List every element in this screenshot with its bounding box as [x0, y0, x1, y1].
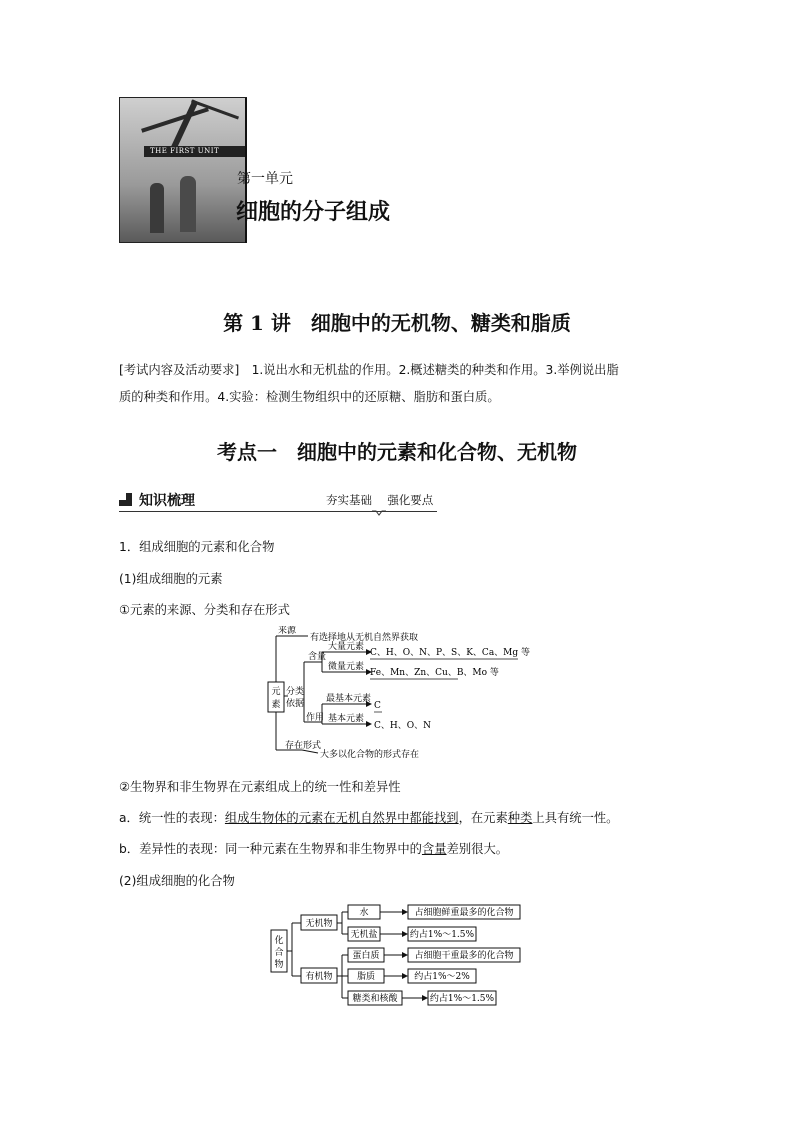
compounds-root-2: 合 — [274, 948, 284, 958]
salt-desc: 约占1%～1.5% — [409, 930, 475, 940]
form-text: 大多以化合物的形式存在 — [320, 750, 420, 760]
difference-prefix: b．差异性的表现：同一种元素在生物界和非生物界中的 — [119, 842, 422, 856]
sugar-nucleic-desc: 约占1%～1.5% — [429, 994, 495, 1004]
unit-caption-band — [144, 146, 247, 157]
unity-mid: ，在元素 — [458, 811, 508, 825]
classify-label-2: 依据 — [286, 699, 305, 709]
heading-1-1: (1)组成细胞的元素 — [119, 572, 223, 586]
elements-diagram — [262, 626, 562, 766]
water-desc: 占细胞鲜重最多的化合物 — [414, 908, 514, 918]
unity-underlined-2: 种类 — [507, 811, 533, 825]
unity-suffix: 上具有统一性。 — [532, 811, 619, 825]
macro-text: C、H、O、N、P、S、K、Ca、Mg 等 — [370, 648, 531, 658]
lipid-desc: 约占1%～2% — [414, 972, 470, 982]
most-basic-label: 最基本元素 — [326, 694, 372, 704]
micro-text: Fe、Mn、Zn、Cu、B、Mo 等 — [370, 668, 499, 678]
organic-label: 有机物 — [305, 972, 333, 982]
elements-root-1: 元 — [271, 687, 281, 697]
most-basic-text: C — [374, 701, 381, 711]
heading-1-1-b: ②生物界和非生物界在元素组成上的统一性和差异性 — [119, 780, 401, 794]
role-label: 作用 — [306, 713, 325, 723]
inorganic-label: 无机物 — [305, 919, 333, 929]
knowledge-label: 知识梳理 — [139, 493, 195, 509]
heading-1-1-a: ①元素的来源、分类和存在形式 — [119, 603, 290, 617]
requirements-paragraph — [119, 357, 683, 411]
difference-suffix: 差别很大。 — [446, 842, 509, 856]
unit-title: 细胞的分子组成 — [236, 200, 391, 225]
knowledge-square-icon — [119, 493, 132, 506]
requirements-line-1: [考试内容及活动要求] 1.说出水和无机盐的作用。2.概述糖类的种类和作用。3.举例说出脂 — [119, 363, 619, 377]
classify-label-1: 分类 — [286, 687, 305, 697]
knowledge-tagline-1: 夯实基础 — [326, 493, 372, 507]
heading-1: 1．组成细胞的元素和化合物 — [119, 540, 275, 554]
unit-caption: THE FIRST UNIT — [150, 147, 220, 155]
content-label: 含量 — [308, 652, 327, 662]
water-label: 水 — [359, 908, 369, 918]
unity-underlined: 组成生物体的元素在无机自然界中都能找到 — [224, 811, 459, 825]
macro-label: 大量元素 — [328, 642, 365, 652]
elements-root-2: 素 — [271, 700, 281, 710]
unity-prefix: a．统一性的表现： — [119, 811, 225, 825]
section-title: 考点一 细胞中的元素和化合物、无机物 — [217, 440, 577, 464]
difference-underlined: 含量 — [421, 842, 447, 856]
compounds-root-1: 化 — [274, 936, 284, 946]
sugar-nucleic-label: 糖类和核酸 — [352, 994, 398, 1004]
lecture-title: 第 1 讲 细胞中的无机物、糖类和脂质 — [223, 311, 571, 335]
protein-desc: 占细胞干重最多的化合物 — [414, 951, 514, 961]
knowledge-tagline-2: 强化要点 — [387, 493, 434, 507]
lipid-label: 脂质 — [356, 972, 376, 982]
difference-statement — [119, 839, 508, 857]
unity-statement — [119, 808, 618, 826]
compounds-diagram — [268, 902, 528, 1012]
form-label: 存在形式 — [285, 741, 322, 751]
salt-label: 无机盐 — [350, 930, 378, 940]
source-label: 来源 — [278, 626, 297, 636]
requirements-line-2: 质的种类和作用。4.实验：检测生物组织中的还原糖、脂肪和蛋白质。 — [119, 390, 500, 404]
source-text: 有选择地从无机自然界获取 — [310, 633, 419, 643]
unit-subtitle: 第一单元 — [237, 171, 293, 187]
heading-1-2: (2)组成细胞的化合物 — [119, 874, 235, 888]
divider-notch — [372, 506, 386, 516]
micro-label: 微量元素 — [328, 662, 365, 672]
protein-label: 蛋白质 — [352, 951, 380, 961]
basic-text: C、H、O、N — [374, 721, 431, 731]
knowledge-divider — [119, 511, 437, 512]
basic-label: 基本元素 — [328, 714, 365, 724]
unit-cover-photo — [119, 97, 247, 243]
compounds-root-3: 物 — [274, 960, 284, 970]
